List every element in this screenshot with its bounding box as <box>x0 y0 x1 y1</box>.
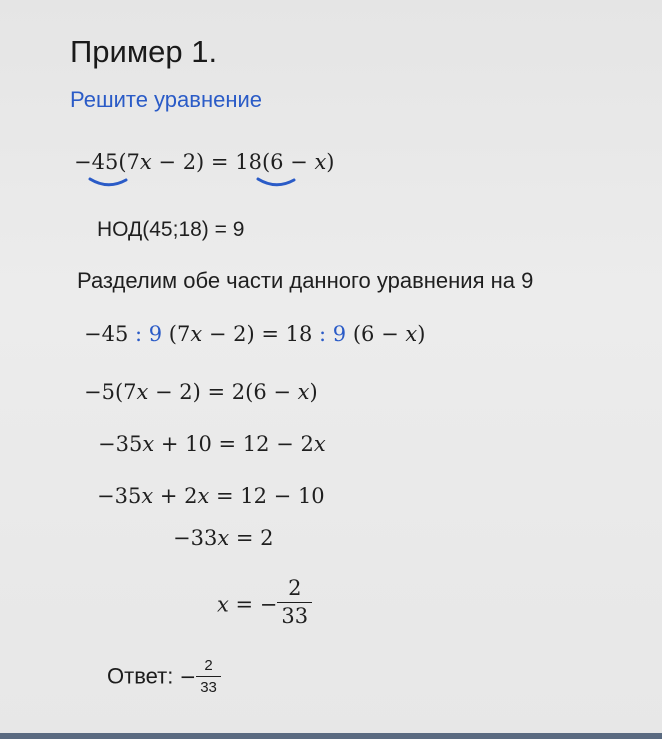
simplified-equation: −5(7x − 2) = 2(6 − x) <box>84 380 318 404</box>
solution-equation: x = − $\frac{2}{33}$ <box>217 580 312 629</box>
underline-mark-right <box>256 176 296 188</box>
answer-fraction <box>196 658 221 695</box>
answer-numerator: 2 <box>204 657 213 674</box>
answer-line: Ответ: − $\frac{2}{33}$ <box>107 658 221 695</box>
eq-coef-right: 18 <box>235 150 262 174</box>
gcd-line: НОД(45;18) = 9 <box>97 218 245 241</box>
expanded-equation: −35x + 10 = 12 − 2x <box>98 432 326 456</box>
eq-minus: − <box>74 150 92 174</box>
page-title: Пример 1. <box>70 34 218 69</box>
fraction-denominator: 33 <box>277 602 312 627</box>
divided-equation: −45 : 9 (7x − 2) = 18 : 9 (6 − x) <box>84 322 426 346</box>
grouped-equation: −35x + 2x = 12 − 10 <box>97 484 325 508</box>
main-equation: −45(7x − 2) = 18(6 − x) <box>74 150 335 174</box>
task-subtitle: Решите уравнение <box>70 87 263 112</box>
divide-instruction: Разделим обе части данного уравнения на 9 <box>77 268 534 293</box>
divide-op-left: : 9 <box>128 322 163 346</box>
answer-denominator: 33 <box>196 676 221 695</box>
bottom-border <box>0 733 662 739</box>
underline-mark-left <box>88 176 128 188</box>
combined-equation: −33x = 2 <box>173 526 274 550</box>
divide-op-right: : 9 <box>312 322 347 346</box>
eq-coef-left: 45 <box>91 150 119 174</box>
fraction-numerator: 2 <box>288 576 302 600</box>
answer-label: Ответ: <box>107 663 180 689</box>
solution-fraction <box>277 578 312 627</box>
